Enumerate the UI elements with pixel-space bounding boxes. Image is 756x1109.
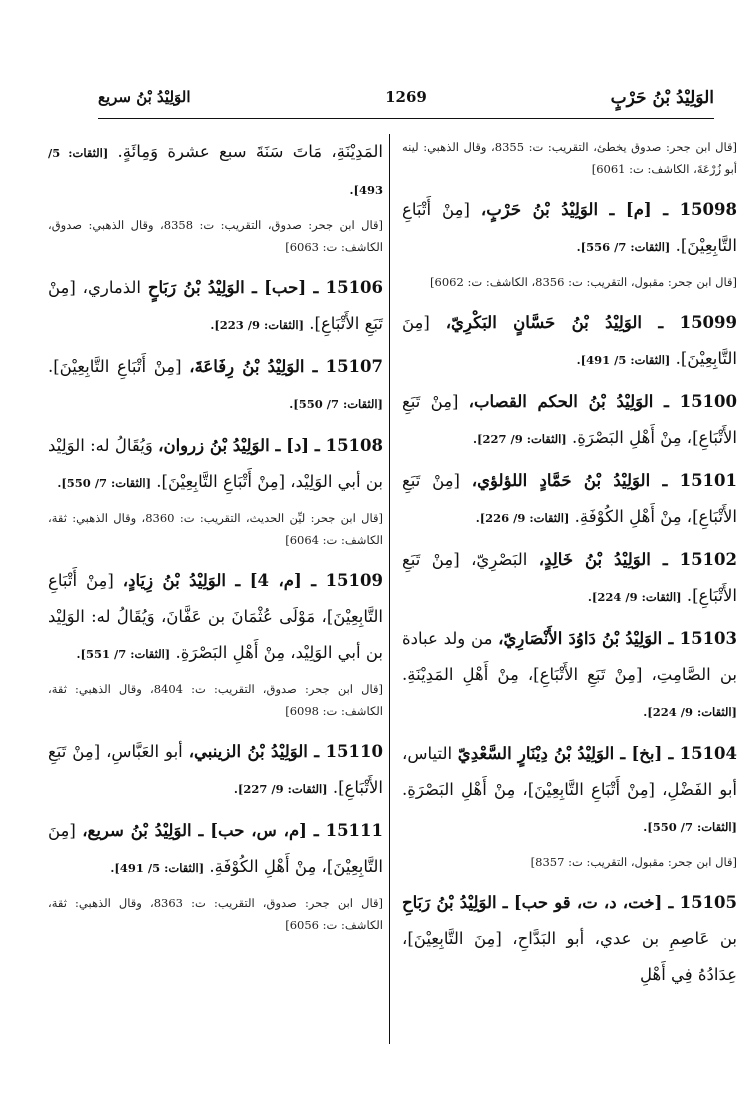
entry-heading: 15103 ـ الوَلِيْدُ بْنُ دَاوُدَ الأَنْصَارِيّ، [498,629,738,648]
source-reference: [الثقات: 9/ 223]. [210,318,305,332]
source-reference: [الثقات: 7/ 551]. [76,647,171,661]
footnote: [قال ابن جحر: صدوق، التقريب: ت: 8404، وقال الذهبي: ثقة، الكاشف: ت: 6098] [48,682,383,718]
entry-body: [مِنْ تَبَعِ الأَتْبَاعِ]، مِنْ أَهْلِ الكُوْفَةِ. [402,471,737,526]
source-reference: [الثقات: 7/ 556]. [576,240,671,254]
footnote: [قال ابن جحر: صدوق، التقريب: ت: 8358، وقال الذهبي: صدوق، الكاشف: ت: 6063] [48,218,383,254]
page-header [98,88,714,118]
biography-entry [48,349,383,422]
entry-heading: 15105 ـ [خت، د، ت، قو حب] ـ الوَلِيْدُ بْنُ رَبَاحِ [402,893,737,912]
running-title-left: الوَلِيْدُ بْنُ سريع [98,88,191,106]
biography-entry [402,736,737,845]
entry-body: التياس، أبو الفَضْلِ، [مِنْ أَتْبَاعِ التَّابِعِيْنَ]، مِنْ أَهْلِ البَصْرَةِ. [402,744,737,799]
biography-entry [402,542,737,615]
source-reference: [الثقات: 9/ 226]. [475,511,570,525]
entry-heading: 15104 ـ [بخ] ـ الوَلِيْدُ بْنُ دِيْنَارٍ السَّعْدِيّ [457,744,737,763]
page-number: 1269 [385,88,427,106]
source-reference: [الثقات: 5/ 491]. [576,353,671,367]
source-reference: [الثقات: 7/ 550]. [289,397,383,411]
entry-heading: 15110 ـ الوَلِيْدُ بْنُ الزينبي، [188,742,383,761]
footnote: [قال ابن جحر: صدوق، التقريب: ت: 8363، وقال الذهبي: ثقة، الكاشف: ت: 6056] [48,896,383,932]
entry-body: [مِنَ التَّابِعِيْنَ]، مِنْ أَهْلِ الكُوْفَةِ. [48,821,383,876]
biography-entry [48,134,383,208]
source-reference: [الثقات: 9/ 227]. [233,782,328,796]
entry-body: المَدِيْنَةِ، مَاتَ سَنَةَ سبع عشرة وَمِائَةٍ. [108,142,383,161]
source-reference: [الثقات: 7/ 550]. [57,476,152,490]
biography-entry [48,563,383,672]
biography-entry [48,270,383,343]
right-column [402,134,737,1000]
biography-entry [48,734,383,807]
biography-entry [402,885,737,994]
biography-entry [402,192,737,265]
biography-entry [48,428,383,501]
entry-body: [مِنْ تَبَعِ الأَتْبَاعِ]، مِنْ أَهْلِ البَصْرَةِ. [402,392,737,447]
entry-body: الذماري، [مِنْ تَبَعِ الأَتْبَاعِ]. [48,278,383,333]
header-rule [98,118,714,119]
entry-body: من ولد عبادة بن الصَّامِتِ، [مِنْ تَبَعِ الأَتْبَاعِ]، مِنْ أَهْلِ المَدِيْنَةِ. [402,629,737,684]
left-column [48,134,383,948]
entry-heading: 15111 ـ [م، س، حب] ـ الوَلِيْدُ بْنُ سريع، [82,821,383,840]
biography-entry [402,463,737,536]
entry-heading: 15100 ـ الوَلِيْدُ بْنُ الحكم القصاب، [468,392,737,411]
entry-body: البَصْرِيّ، [مِنْ تَبَعِ الأَتْبَاعِ]. [402,550,737,605]
entry-body: [مِنْ أَتْبَاعِ التَّابِعِيْنَ]. [48,357,190,376]
entry-body: وَيُقَالُ له: الوَلِيْد بن أبي الوَلِيْد، [مِنْ أَتْبَاعِ التَّابِعِيْنَ]. [48,436,383,491]
source-reference: [الثقات: 5/ 493]. [48,146,383,197]
footnote: [قال ابن جحر: صدوق يخطئ، التقريب: ت: 8355، وقال الذهبي: لينه أبو زُرْعَةَ، الكاشف: ت: 6061] [402,140,737,176]
entry-body: بن عَاصِمِ بن عدي، أبو البَدَّاحِ، [مِنَ التَّابِعِيْنَ]، عِدَادُهُ فِي أَهْلِ [402,929,737,984]
entry-body: أبو العَبَّاسِ، [مِنْ تَبَعِ الأَتْبَاعِ]. [48,742,383,797]
source-reference: [الثقات: 9/ 224]. [643,705,737,719]
running-title-right: الوَلِيْدُ بْنُ حَرْبٍ [610,88,714,108]
entry-heading: 15106 ـ [حب] ـ الوَلِيْدُ بْنُ رَبَاحٍ [147,278,384,297]
entry-heading: 15107 ـ الوَلِيْدُ بْنُ رِفَاعَةَ، [189,357,383,376]
source-reference: [الثقات: 7/ 550]. [643,820,737,834]
biography-entry [402,305,737,378]
source-reference: [الثقات: 9/ 224]. [587,590,682,604]
entry-heading: 15102 ـ الوَلِيْدُ بْنُ خَالِدٍ، [538,550,737,569]
source-reference: [الثقات: 5/ 491]. [110,861,205,875]
footnote: [قال ابن جحر: مقبول، التقريب: ت: 8356، الكاشف: ت: 6062] [430,275,737,289]
source-reference: [الثقات: 9/ 227]. [473,432,567,446]
entry-heading: 15099 ـ الوَلِيْدُ بْنُ حَسَّانٍ البَكْرِيّ، [445,313,737,332]
entry-body: [مِنَ التَّابِعِيْنَ]. [402,313,737,368]
entry-heading: 15098 ـ [م] ـ الوَلِيْدُ بْنُ حَرْبٍ، [480,200,737,219]
biography-entry [402,621,737,730]
biography-entry [48,813,383,886]
footnote: [قال ابن جحر: ليِّن الحديث، التقريب: ت: 8360، وقال الذهبي: ثقة، الكاشف: ت: 6064] [48,511,383,547]
entry-heading: 15108 ـ [د] ـ الوَلِيْدُ بْنُ زروان، [158,436,383,455]
footnote: [قال ابن جحر: مقبول، التقريب: ت: 8357] [530,855,737,869]
column-divider [389,134,390,1044]
entry-heading: 15109 ـ [م، 4] ـ الوَلِيْدُ بْنُ زِيَادٍ، [122,571,383,590]
biography-entry [402,384,737,457]
entry-body: [مِنْ أَتْبَاعِ التَّابِعِيْنَ]. [402,200,737,255]
entry-heading: 15101 ـ الوَلِيْدُ بْنُ حَمَّادٍ اللؤلؤي، [471,471,737,490]
entry-body: [مِنْ أَتْبَاعِ التَّابِعِيْنَ]، مَوْلَى عُثْمَانَ بن عَفَّانَ، وَيُقَالُ له: الوَلِيْد بن أبي الوَلِيْد، مِنْ أَهْلِ البَصْرَةِ. [48,571,383,662]
